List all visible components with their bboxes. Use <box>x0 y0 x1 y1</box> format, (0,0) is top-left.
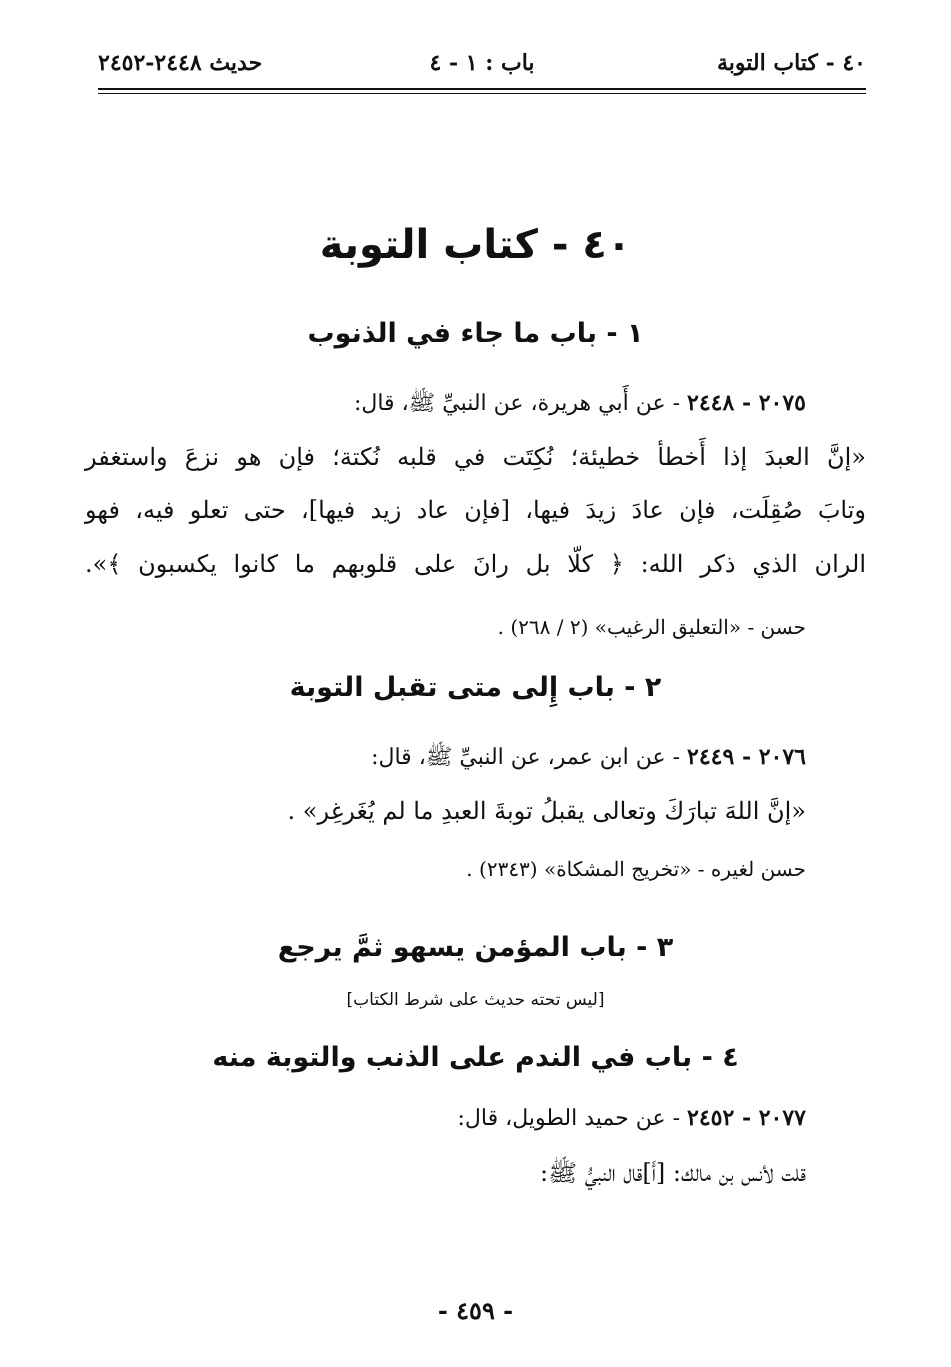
hadith-number: ٢٠٧٥ - ٢٤٤٨ <box>687 390 806 416</box>
hadith-text-line: وتابَ صُقِلَت، فإن عادَ زيدَ فيها، [فإن عاد زيد فيها]، حتى تعلو فيه، فهو <box>85 496 866 524</box>
hadith-number: ٢٠٧٦ - ٢٤٤٩ <box>687 744 806 770</box>
header-rule-thick <box>98 88 866 90</box>
chapter-title-4: ٤ - باب في الندم على الذنب والتوبة منه <box>212 1042 739 1073</box>
chapter-title-3: ٣ - باب المؤمن يسهو ثمَّ يرجع <box>277 932 674 963</box>
hadith-text-line: الران الذي ذكر الله: ﴿ كلّا بل رانَ على قلوبهم ما كانوا يكسبون ﴾». <box>85 550 866 578</box>
hadith-grade-1: حسن - «التعليق الرغيب» (٢ / ٢٦٨) . <box>497 615 806 639</box>
page-number: - ٤٥٩ - <box>437 1296 514 1325</box>
hadith-header-1 <box>354 389 806 421</box>
hadith-text-line: «إنَّ العبدَ إذا أَخطأ خطيئة؛ نُكِتَت في قلبه نُكتة؛ فإن هو نزعَ واستغفر <box>85 443 866 471</box>
chapter-note-3: [ليس تحته حديث على شرط الكتاب] <box>346 990 605 1010</box>
hadith-isnad: - عن ابن عمر، عن النبيِّ ﷺ، قال: <box>371 745 681 770</box>
hadith-grade-2: حسن لغيره - «تخريج المشكاة» (٢٣٤٣) . <box>466 857 806 881</box>
hadith-number: ٢٠٧٧ - ٢٤٥٢ <box>687 1105 806 1131</box>
hadith-isnad: - عن أَبي هريرة، عن النبيِّ ﷺ، قال: <box>353 391 681 416</box>
hadith-text-line: «إنَّ اللهَ تبارَكَ وتعالى يقبلُ توبةَ العبدِ ما لم يُغَرغِر» . <box>287 797 806 825</box>
hadith-isnad: - عن حميد الطويل، قال: <box>457 1106 681 1131</box>
header-book-title: ٤٠ - كتاب التوبة <box>716 50 866 76</box>
running-header <box>98 50 866 84</box>
hadith-header-2 <box>371 743 806 775</box>
header-chapter-range: باب : ١ - ٤ <box>429 50 535 76</box>
hadith-text-line: قلت لأنس بن مالك: [أَ]قال النبيُّ ﷺ: <box>540 1159 806 1187</box>
book-title: ٤٠ - كتاب التوبة <box>319 222 632 268</box>
header-hadith-range: حديث ٢٤٤٨-٢٤٥٢ <box>98 50 263 76</box>
header-rule-thin <box>98 93 866 94</box>
hadith-header-4 <box>458 1105 807 1131</box>
chapter-title-2: ٢ - باب إِلى متى تقبل التوبة <box>289 672 662 703</box>
chapter-title-1: ١ - باب ما جاء في الذنوب <box>307 318 644 349</box>
